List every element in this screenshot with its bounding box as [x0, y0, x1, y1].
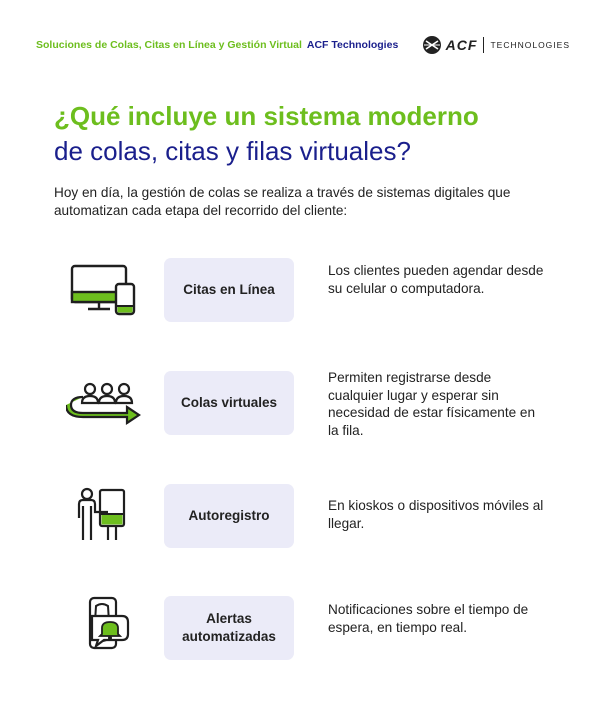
feature-row-autoregistro — [0, 484, 600, 550]
acf-globe-icon — [422, 35, 442, 55]
feature-label-autoregistro: Autoregistro — [164, 484, 294, 548]
feature-desc-citas: Los clientes pueden agendar desde su celular o computadora. — [328, 263, 544, 296]
page-title-line2: de colas, citas y filas virtuales? — [54, 136, 411, 166]
feature-label-alertas: Alertas automatizadas — [164, 596, 294, 660]
logo-mark: ACF — [445, 37, 478, 53]
virtual-queue-icon — [66, 371, 142, 437]
header — [36, 37, 570, 57]
feature-desc-alertas: Notificaciones sobre el tiempo de espera, en tiempo real. — [328, 602, 529, 635]
header-tagline — [36, 39, 398, 51]
logo-tech: TECHNOLOGIES — [490, 40, 570, 50]
feature-label-citas: Citas en Línea — [164, 258, 294, 322]
bell-alert-icon — [66, 596, 142, 662]
tagline-text: Soluciones de Colas, Citas en Línea y Gestión Virtual — [36, 39, 302, 51]
intro-paragraph: Hoy en día, la gestión de colas se realiza a través de sistemas digitales que automatizan cada etapa del recorrido del cliente: — [54, 185, 511, 218]
logo-divider — [483, 37, 484, 53]
feature-desc-autoregistro: En kioskos o dispositivos móviles al llegar. — [328, 498, 544, 531]
devices-icon — [66, 258, 142, 324]
feature-row-colas — [0, 371, 600, 437]
acf-logo — [422, 35, 570, 55]
kiosk-icon — [66, 484, 142, 550]
feature-row-citas — [0, 258, 600, 324]
feature-row-alertas — [0, 596, 600, 662]
feature-label-colas: Colas virtuales — [164, 371, 294, 435]
page-title-line1: ¿Qué incluye un sistema moderno — [54, 101, 479, 131]
feature-desc-colas: Permiten registrarse desde cualquier lugar y esperar sin necesidad de estar físicamente en la fila. — [328, 370, 536, 438]
brand-text: ACF Technologies — [306, 39, 399, 51]
